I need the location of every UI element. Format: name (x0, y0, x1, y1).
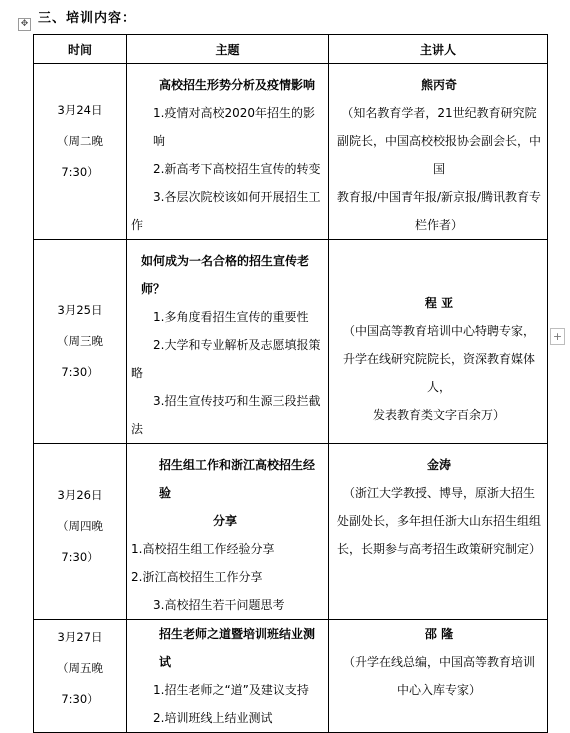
speaker-desc-line: 长，长期参与高考招生政策研究制定） (336, 542, 541, 556)
topic-item: 3.招生宣传技巧和生源三段拦截 (153, 394, 321, 408)
speaker-desc-line: （浙江大学教授、博导，原浙大招生 (342, 486, 535, 500)
speaker-desc-line: （升学在线总编，中国高等教育培训 (342, 655, 535, 669)
table-row (34, 64, 548, 240)
speaker-desc-line: 处副处长，多年担任浙大山东招生组组 (336, 514, 541, 528)
topic-cell (127, 620, 329, 733)
session-weekday: （周五晚 (57, 661, 103, 675)
speaker-name: 程 亚 (424, 296, 454, 310)
topic-item: 2.大学和专业解析及志愿填报策 (153, 338, 321, 352)
header-speaker: 主讲人 (329, 35, 548, 64)
topic-title-wrap: 分享 (213, 514, 238, 528)
time-cell (34, 444, 127, 620)
table-header-row (34, 35, 548, 64)
speaker-desc-line: 中心入库专家） (396, 683, 481, 697)
topic-item: 1.招生老师之“道”及建议支持 (153, 683, 309, 697)
session-date: 3月26日 (57, 488, 103, 502)
table-row (34, 444, 548, 620)
topic-item: 3.高校招生若干问题思考 (153, 598, 285, 612)
topic-title: 如何成为一名合格的招生宣传老 (141, 254, 310, 268)
add-column-icon[interactable]: + (550, 328, 565, 345)
session-time: 7:30） (61, 365, 99, 379)
topic-cell (127, 444, 329, 620)
speaker-cell (329, 620, 548, 733)
speaker-name: 熊丙奇 (420, 78, 457, 92)
session-time: 7:30） (61, 550, 99, 564)
speaker-desc-line: 栏作者） (414, 218, 463, 232)
header-time: 时间 (34, 35, 127, 64)
topic-item-wrap: 法 (131, 422, 144, 436)
speaker-name: 金涛 (426, 458, 451, 472)
topic-item: 1.高校招生组工作经验分享 (131, 542, 275, 556)
session-time: 7:30） (61, 692, 99, 706)
topic-title: 高校招生形势分析及疫情影响 (159, 78, 316, 92)
speaker-desc-line: 升学在线研究院院长，资深教育媒体人， (342, 352, 535, 394)
topic-title: 招生老师之道暨培训班结业测试 (159, 627, 316, 669)
time-cell (34, 240, 127, 444)
topic-cell (127, 64, 329, 240)
session-date: 3月25日 (57, 303, 103, 317)
time-cell (34, 620, 127, 733)
speaker-desc-line: 副院长，中国高校校报协会副会长，中国 (336, 134, 541, 176)
topic-cell (127, 240, 329, 444)
table-row (34, 620, 548, 733)
section-heading: 三、培训内容： (38, 11, 137, 26)
session-date: 3月24日 (57, 103, 103, 117)
session-time: 7:30） (61, 165, 99, 179)
topic-item: 2.新高考下高校招生宣传的转变 (153, 162, 321, 176)
speaker-cell (329, 240, 548, 444)
topic-item: 1.多角度看招生宣传的重要性 (153, 310, 309, 324)
session-date: 3月27日 (57, 630, 103, 644)
training-schedule-table (33, 34, 548, 733)
topic-title: 招生组工作和浙江高校招生经验 (159, 458, 316, 500)
topic-item: 2.浙江高校招生工作分享 (131, 570, 263, 584)
session-weekday: （周三晚 (57, 334, 103, 348)
topic-item: 2.培训班线上结业测试 (153, 711, 273, 725)
table-row (34, 240, 548, 444)
speaker-cell (329, 64, 548, 240)
speaker-desc-line: 教育报/中国青年报/新京报/腾讯教育专 (336, 190, 542, 204)
topic-item: 3.各层次院校该如何开展招生工 (153, 190, 321, 204)
topic-item-wrap: 略 (131, 366, 144, 380)
speaker-desc-line: （中国高等教育培训中心特聘专家， (342, 324, 535, 338)
session-weekday: （周四晚 (57, 519, 103, 533)
header-topic: 主题 (127, 35, 329, 64)
topic-item: 1.疫情对高校2020年招生的影响 (153, 106, 315, 148)
table-move-handle-icon[interactable]: ✥ (18, 18, 31, 31)
speaker-desc-line: （知名教育学者，21世纪教育研究院 (341, 106, 537, 120)
topic-title-wrap: 师？ (141, 282, 166, 296)
time-cell (34, 64, 127, 240)
speaker-name: 邵 隆 (424, 627, 454, 641)
session-weekday: （周二晚 (57, 134, 103, 148)
speaker-cell (329, 444, 548, 620)
topic-item-wrap: 作 (131, 218, 144, 232)
speaker-desc-line: 发表教育类文字百余万） (372, 408, 505, 422)
